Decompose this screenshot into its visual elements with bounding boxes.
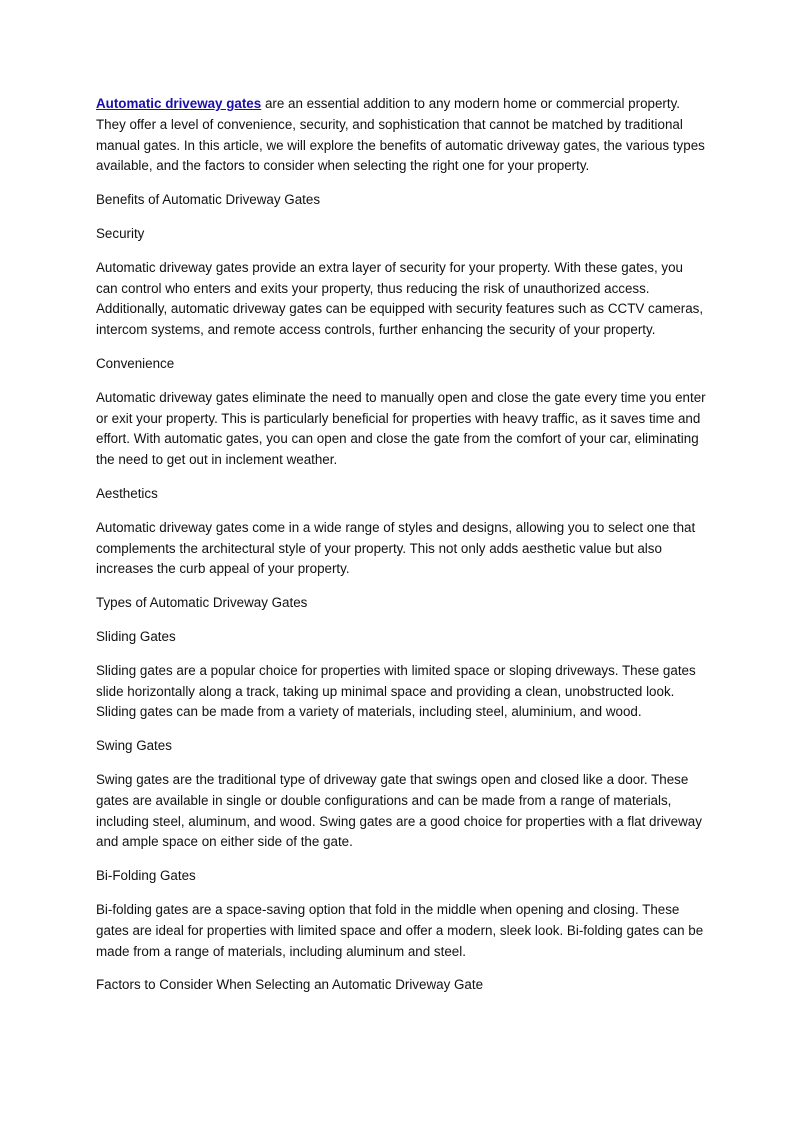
- swing-gates-paragraph: Swing gates are the traditional type of driveway gate that swings open and closed like a door. These gates are available in single or double configurations and can be made from a range of materials, including steel, aluminum, and wood. Swing gates are a good choice for properties with a flat driveway and ample space on either side of the gate.: [96, 771, 702, 850]
- automatic-driveway-gates-link[interactable]: Automatic driveway gates: [96, 96, 262, 111]
- factors-heading: Factors to Consider When Selecting an Automatic Driveway Gate: [96, 977, 484, 993]
- swing-gates-heading: Swing Gates: [96, 738, 172, 754]
- convenience-heading: Convenience: [96, 355, 175, 371]
- sliding-gates-heading: Sliding Gates: [96, 628, 176, 644]
- types-heading: Types of Automatic Driveway Gates: [96, 595, 308, 611]
- bifolding-gates-paragraph: Bi-folding gates are a space-saving option that fold in the middle when opening and closing. These gates are ideal for properties with limited space and offer a modern, sleek look. Bi-folding gates can be made from a range of materials, including aluminum and steel.: [96, 901, 704, 959]
- security-heading: Security: [96, 225, 145, 241]
- convenience-paragraph: Automatic driveway gates eliminate the need to manually open and close the gate every time you enter or exit your property. This is particularly beneficial for properties with heavy traffic, as it saves time and effort. With automatic gates, you can open and close the gate from the comfort of your car, eliminating the need to get out in inclement weather.: [96, 389, 706, 468]
- aesthetics-heading: Aesthetics: [96, 485, 158, 501]
- intro-paragraph: [96, 94, 706, 177]
- sliding-gates-paragraph: Sliding gates are a popular choice for properties with limited space or sloping driveways. These gates slide horizontally along a track, taking up minimal space and providing a clean, unobstructed look. Sliding gates can be made from a variety of materials, including steel, aluminium, and wood.: [96, 662, 696, 720]
- aesthetics-paragraph: Automatic driveway gates come in a wide range of styles and designs, allowing you to select one that complements the architectural style of your property. This not only adds aesthetic value but also increases the curb appeal of your property.: [96, 519, 696, 577]
- document-page: [96, 94, 706, 1009]
- intro-text: are an essential addition to any modern home or commercial property. They offer a level of convenience, security, and sophistication that cannot be matched by traditional manual gates. In this article, we will explore the benefits of automatic driveway gates, the various types available, and the factors to consider when selecting the right one for your property.: [96, 96, 705, 174]
- bifolding-gates-heading: Bi-Folding Gates: [96, 868, 196, 884]
- benefits-heading: Benefits of Automatic Driveway Gates: [96, 192, 321, 208]
- security-paragraph: Automatic driveway gates provide an extra layer of security for your property. With these gates, you can control who enters and exits your property, thus reducing the risk of unauthorized access. Additionally, automatic driveway gates can be equipped with security features such as CCTV cameras, intercom systems, and remote access controls, further enhancing the security of your property.: [96, 259, 704, 338]
